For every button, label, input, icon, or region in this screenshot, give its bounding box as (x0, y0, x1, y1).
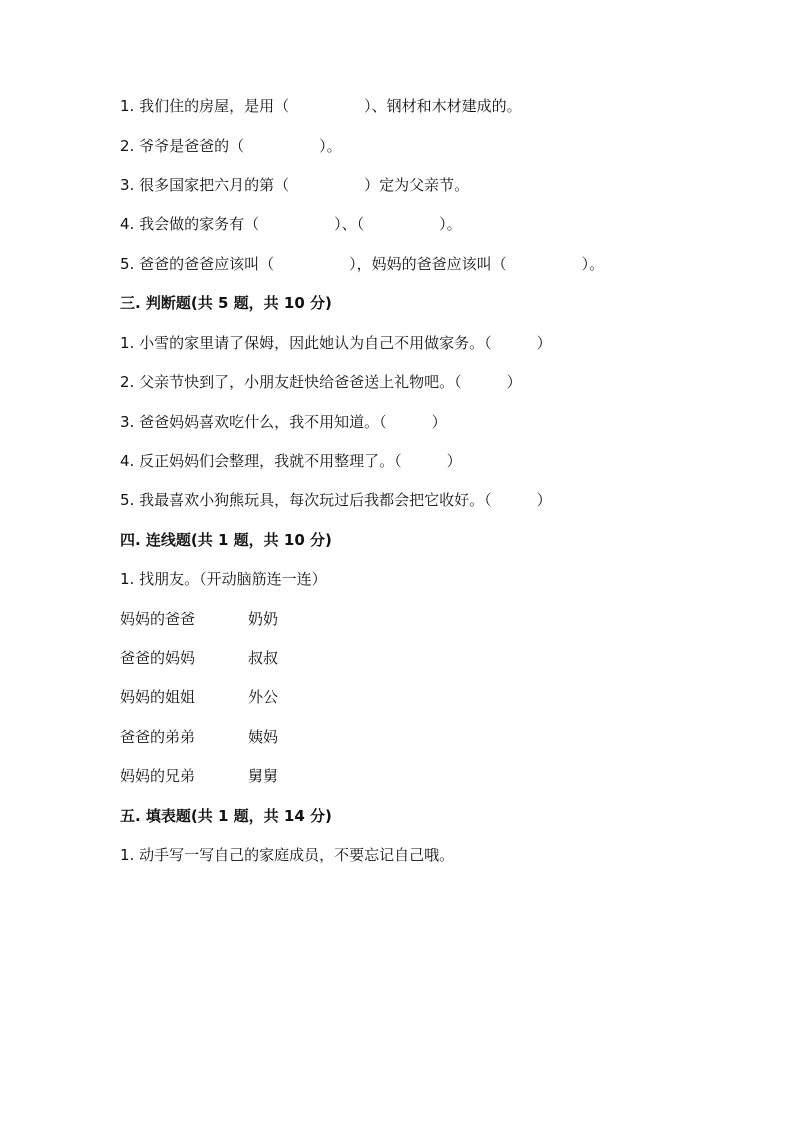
table-question: 1. 动手写一写自己的家庭成员，不要忘记自己哦。 (120, 846, 455, 864)
match-right-item[interactable]: 奶奶 (248, 610, 279, 628)
fill-blank-question-5: 5. 爸爸的爸爸应该叫（ ），妈妈的爸爸应该叫（ ）。 (120, 255, 605, 273)
fill-blank-question-3: 3. 很多国家把六月的第（ ）定为父亲节。 (120, 176, 470, 194)
match-left-item[interactable]: 妈妈的姐姐 (120, 688, 196, 706)
match-left-item[interactable]: 妈妈的爸爸 (120, 610, 196, 628)
judge-question-2: 2. 父亲节快到了，小朋友赶快给爸爸送上礼物吧。（ ） (120, 373, 522, 391)
match-section-title: 四. 连线题(共 1 题，共 10 分) (120, 531, 332, 549)
table-section-title: 五. 填表题(共 1 题，共 14 分) (120, 807, 332, 825)
judge-question-3: 3. 爸爸妈妈喜欢吃什么，我不用知道。（ ） (120, 413, 447, 431)
judge-question-4: 4. 反正妈妈们会整理，我就不用整理了。（ ） (120, 452, 462, 470)
judge-section-title: 三. 判断题(共 5 题，共 10 分) (120, 294, 332, 312)
fill-blank-question-1: 1. 我们住的房屋，是用（ ）、钢材和木材建成的。 (120, 97, 522, 115)
match-right-item[interactable]: 姨妈 (248, 728, 279, 746)
match-right-item[interactable]: 叔叔 (248, 649, 279, 667)
fill-blank-question-2: 2. 爷爷是爸爸的（ ）。 (120, 137, 342, 155)
match-question: 1. 找朋友。（开动脑筋连一连） (120, 570, 327, 588)
match-left-item[interactable]: 爸爸的弟弟 (120, 728, 196, 746)
match-left-item[interactable]: 爸爸的妈妈 (120, 649, 196, 667)
match-right-item[interactable]: 外公 (248, 688, 279, 706)
judge-question-1: 1. 小雪的家里请了保姆，因此她认为自己不用做家务。（ ） (120, 334, 552, 352)
fill-blank-question-4: 4. 我会做的家务有（ ）、（ ）。 (120, 215, 462, 233)
match-left-item[interactable]: 妈妈的兄弟 (120, 767, 196, 785)
match-right-item[interactable]: 舅舅 (248, 767, 279, 785)
judge-question-5: 5. 我最喜欢小狗熊玩具，每次玩过后我都会把它收好。（ ） (120, 491, 552, 509)
